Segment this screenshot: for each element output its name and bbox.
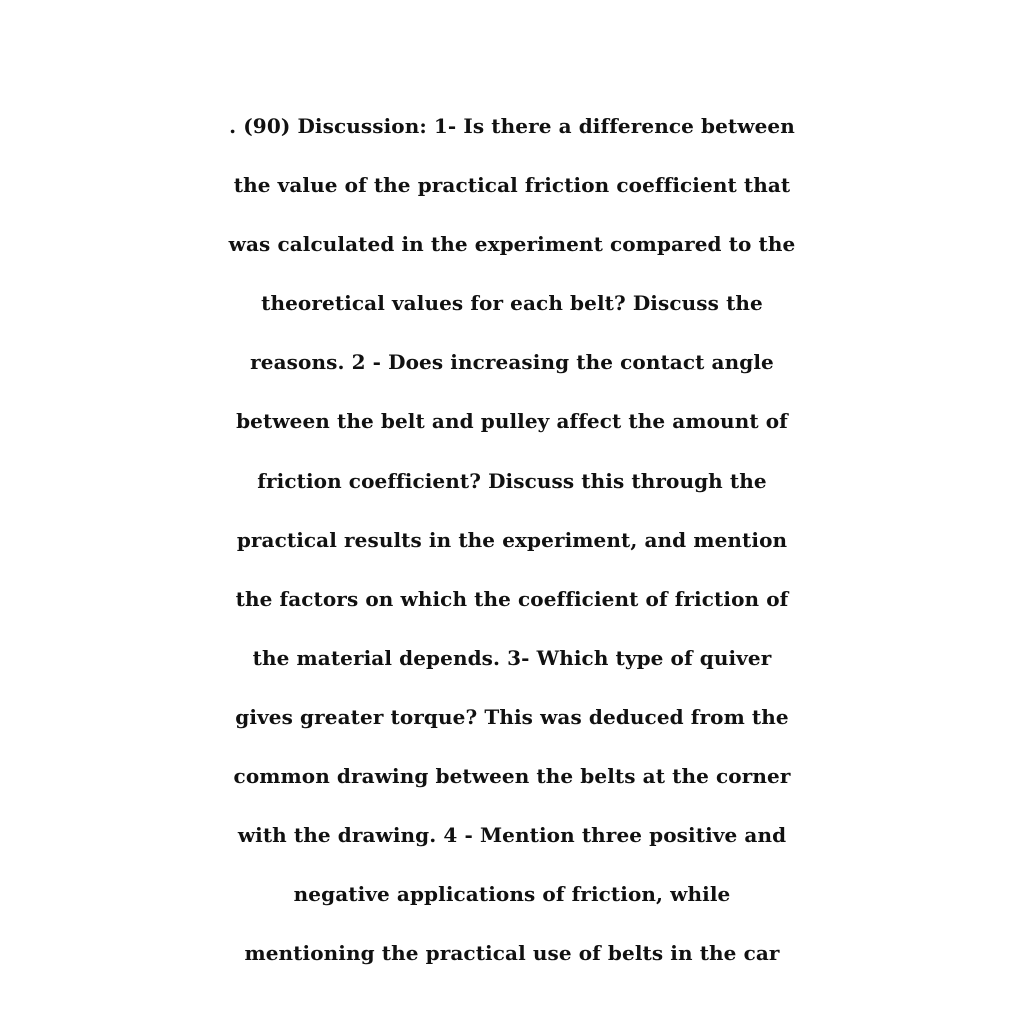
text-line: the value of the practical friction coefficient that xyxy=(233,173,791,198)
text-line: reasons. 2 - Does increasing the contact angle xyxy=(250,350,774,375)
text-line: common drawing between the belts at the corner xyxy=(233,764,791,789)
text-line: between the belt and pulley affect the amount of xyxy=(236,409,788,434)
document-body xyxy=(0,97,1024,983)
text-line: practical results in the experiment, and mention xyxy=(236,527,788,552)
text-line: theoretical values for each belt? Discuss the xyxy=(261,291,763,316)
text-line: the factors on which the coefficient of friction of xyxy=(235,586,789,611)
text-line: friction coefficient? Discuss this through the xyxy=(257,468,767,493)
text-line: . (90) Discussion: 1- Is there a difference between xyxy=(229,114,795,138)
text-line: the material depends. 3- Which type of quiver xyxy=(252,645,772,670)
text-line: gives greater torque? This was deduced from the xyxy=(235,704,789,729)
text-line: negative applications of friction, while xyxy=(293,882,731,907)
text-line: was calculated in the experiment compared to the xyxy=(228,232,796,257)
text-line: mentioning the practical use of belts in the car xyxy=(244,941,780,966)
text-line: with the drawing. 4 - Mention three positive and xyxy=(237,823,787,848)
